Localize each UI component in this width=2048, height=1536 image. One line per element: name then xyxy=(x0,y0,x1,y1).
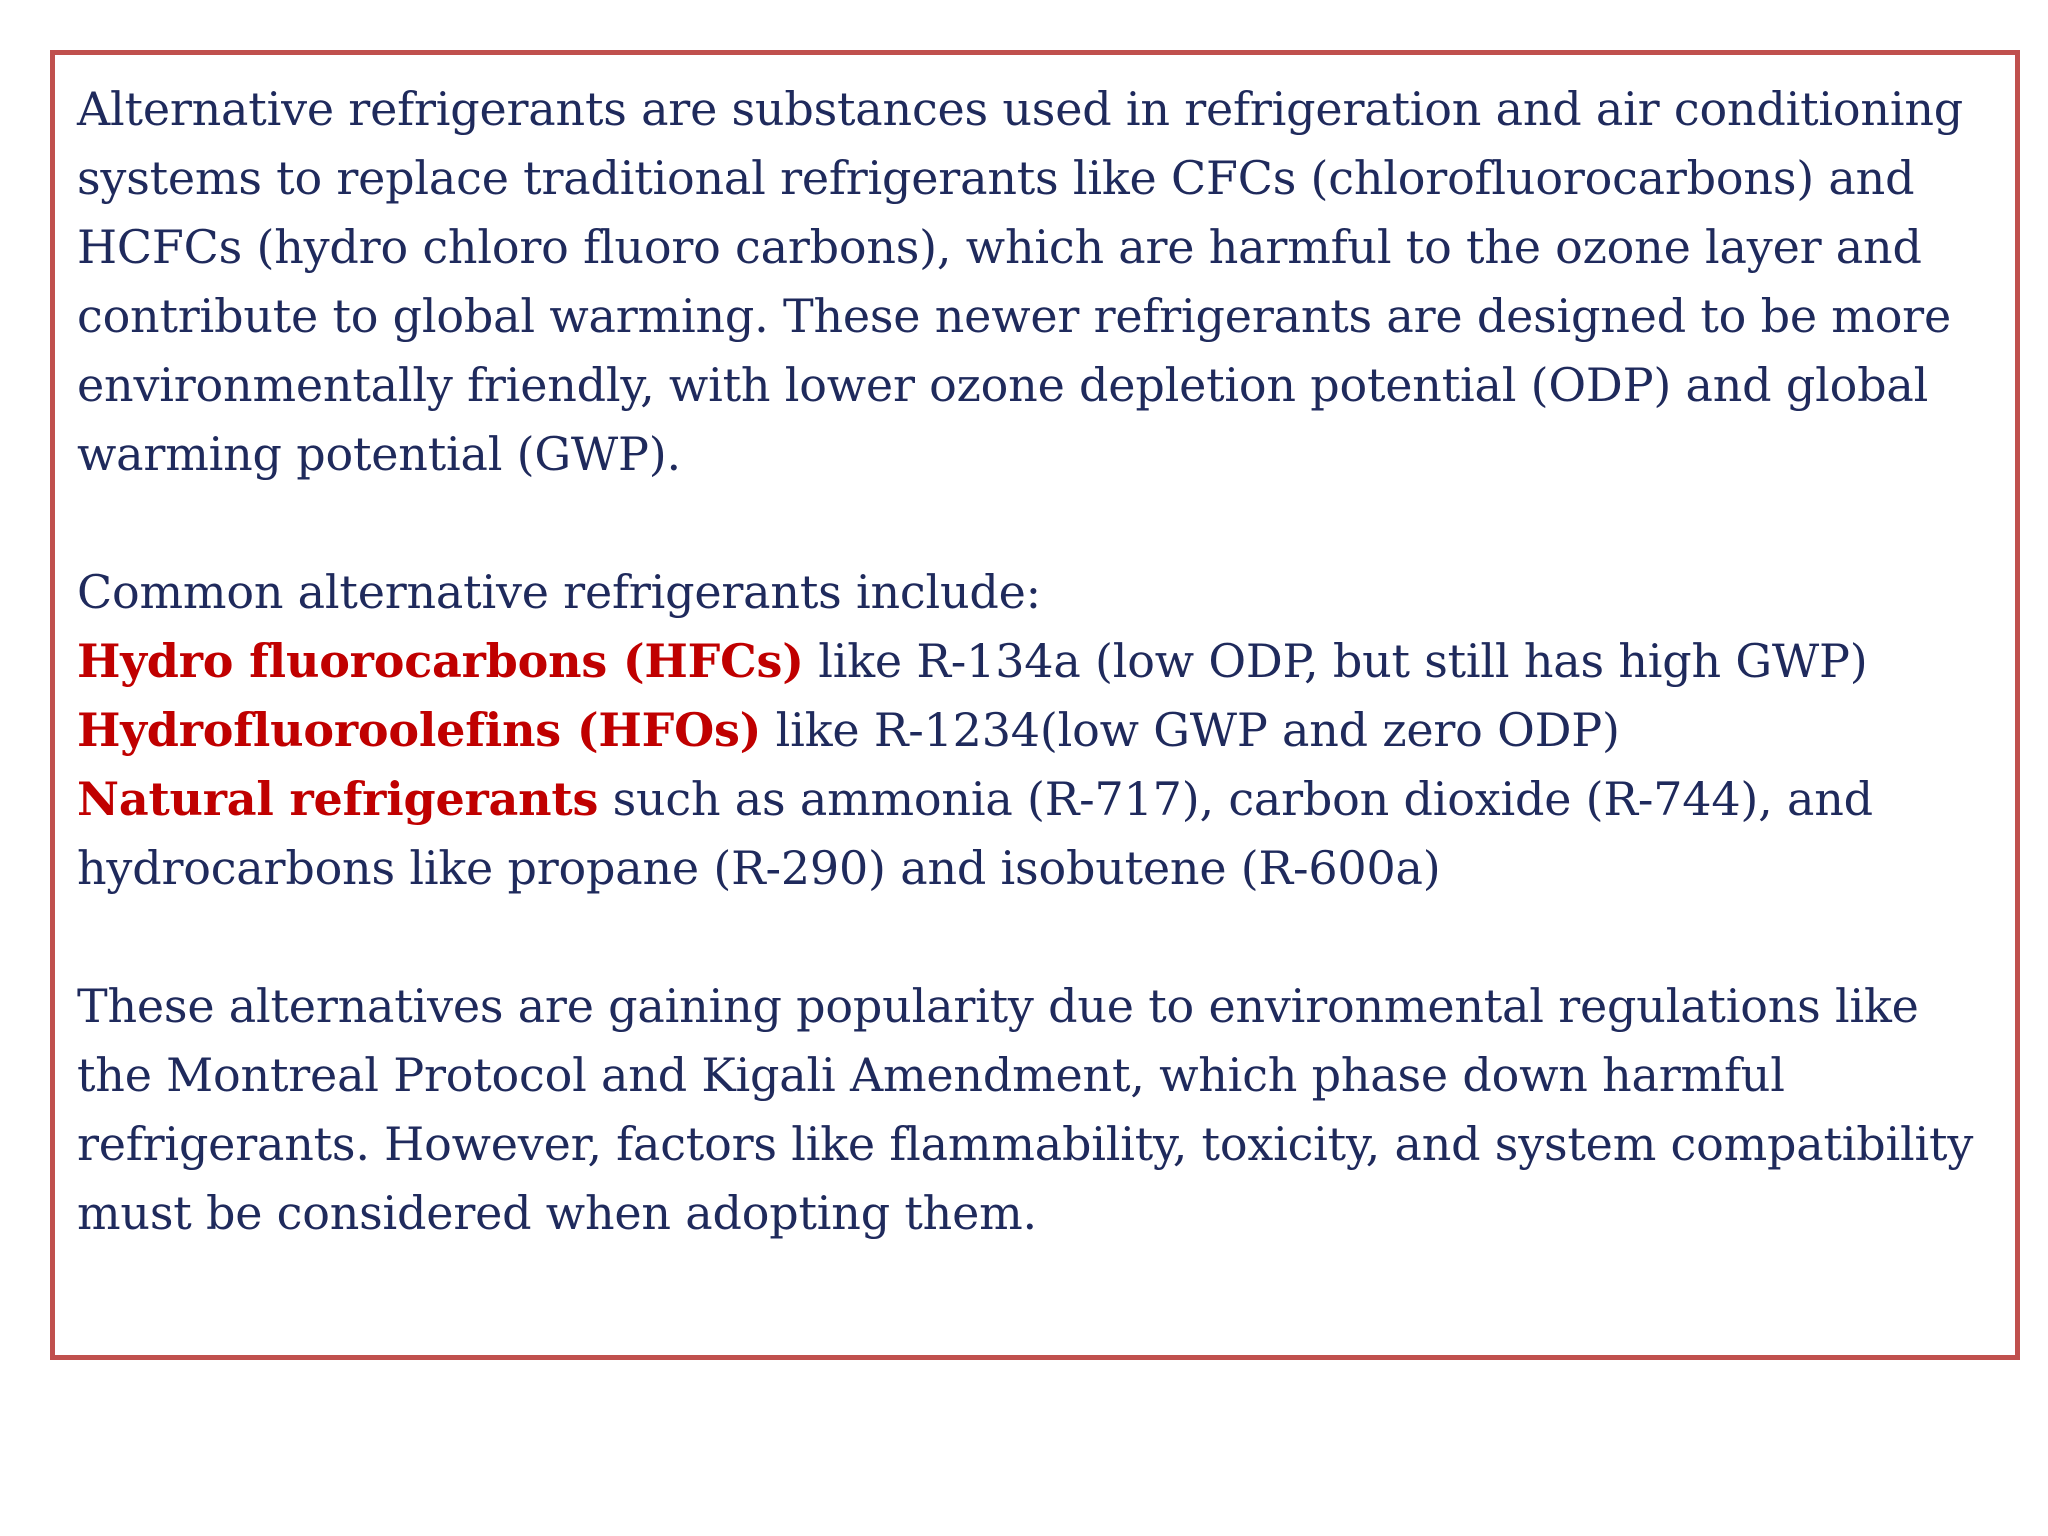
list-item xyxy=(77,627,1995,696)
list-item-continuation: hydrocarbons like propane (R-290) and isobutene (R-600a) xyxy=(77,841,1441,895)
closing-line: the Montreal Protocol and Kigali Amendment, which phase down harmful xyxy=(77,1048,1785,1102)
closing-paragraph xyxy=(77,972,1995,1248)
intro-paragraph xyxy=(77,75,1995,489)
text-box xyxy=(50,50,2020,1360)
list-item xyxy=(77,765,1995,834)
list-item-desc: like R-1234(low GWP and zero ODP) xyxy=(761,703,1620,757)
intro-line: systems to replace traditional refrigerants like CFCs (chlorofluorocarbons) and xyxy=(77,151,1915,205)
intro-line: warming potential (GWP). xyxy=(77,427,681,481)
closing-line: These alternatives are gaining popularity due to environmental regulations like xyxy=(77,979,1919,1033)
closing-line: refrigerants. However, factors like flammability, toxicity, and system compatibility xyxy=(77,1117,1974,1171)
intro-line: environmentally friendly, with lower ozone depletion potential (ODP) and global xyxy=(77,358,1929,412)
intro-line: Alternative refrigerants are substances used in refrigeration and air conditioning xyxy=(77,82,1964,136)
list-item xyxy=(77,696,1995,765)
list-item-desc: such as ammonia (R-717), carbon dioxide (R-744), and xyxy=(598,772,1873,826)
paragraph-spacer xyxy=(77,903,1995,972)
refrigerant-list xyxy=(77,558,1995,903)
closing-line: must be considered when adopting them. xyxy=(77,1186,1037,1240)
list-item-term: Hydrofluoroolefins (HFOs) xyxy=(77,703,762,757)
list-item-term: Natural refrigerants xyxy=(77,772,599,826)
list-item-desc: like R-134a (low ODP, but still has high GWP) xyxy=(803,634,1868,688)
intro-line: HCFCs (hydro chloro fluoro carbons), which are harmful to the ozone layer and xyxy=(77,220,1922,274)
intro-line: contribute to global warming. These newer refrigerants are designed to be more xyxy=(77,289,1951,343)
paragraph-spacer xyxy=(77,489,1995,558)
list-heading: Common alternative refrigerants include: xyxy=(77,565,1041,619)
list-item-term: Hydro fluorocarbons (HFCs) xyxy=(77,634,804,688)
